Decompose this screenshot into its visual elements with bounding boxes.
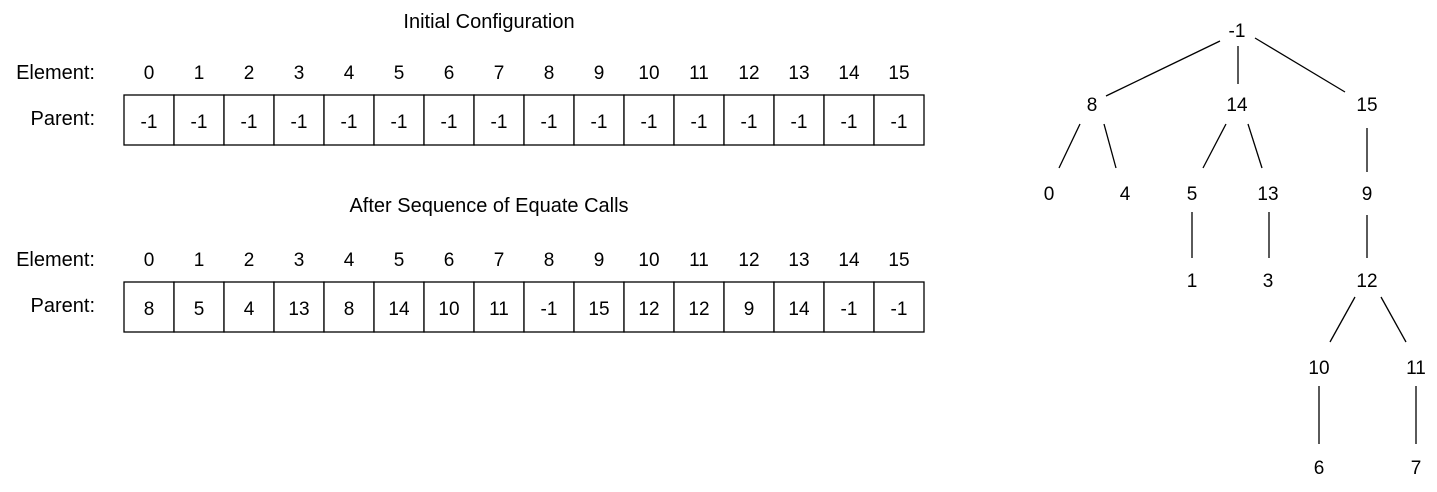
parent-cell: [624, 95, 674, 145]
parent-cell: [174, 95, 224, 145]
parent-cell: [774, 282, 824, 332]
initial-configuration-title: Initial Configuration: [403, 11, 575, 33]
parent-row-label: Parent:: [30, 108, 95, 130]
element-index: 15: [888, 250, 910, 271]
parent-value: -1: [890, 112, 908, 133]
initial-configuration-panel: [16, 11, 924, 145]
element-index: 11: [689, 63, 709, 84]
tree-node: 6: [1313, 458, 1325, 479]
parent-value: 8: [143, 299, 155, 320]
element-index: 11: [689, 250, 709, 271]
parent-value: -1: [690, 112, 708, 133]
tree-node: 12: [1356, 271, 1378, 292]
element-index: 12: [738, 63, 760, 84]
element-index: 2: [243, 250, 255, 271]
parent-value: -1: [490, 112, 508, 133]
parent-value: -1: [190, 112, 208, 133]
element-index: 6: [443, 63, 455, 84]
parent-cell: [724, 282, 774, 332]
parent-value: -1: [540, 299, 558, 320]
parent-value: 5: [193, 299, 205, 320]
parent-value: 11: [489, 299, 509, 320]
parent-cell: [224, 95, 274, 145]
parent-cell: [474, 95, 524, 145]
parent-value: 14: [788, 299, 810, 320]
parent-cell: [274, 282, 324, 332]
tree-edge: [1106, 41, 1220, 96]
tree-node: 4: [1119, 184, 1131, 205]
parent-value: 9: [743, 299, 755, 320]
tree-node: 0: [1043, 184, 1055, 205]
parent-cell: [774, 95, 824, 145]
tree-nodes: [1044, 21, 1426, 479]
element-row-label: Element:: [16, 62, 95, 84]
element-index: 13: [788, 63, 810, 84]
parent-value: 8: [343, 299, 355, 320]
parent-value: 12: [688, 299, 710, 320]
element-index: 7: [493, 250, 505, 271]
parent-cell: [874, 282, 924, 332]
tree-node: 14: [1226, 95, 1248, 116]
tree-edge: [1203, 124, 1226, 168]
parent-cell: [124, 95, 174, 145]
parent-cell: [874, 95, 924, 145]
parent-cell: [524, 95, 574, 145]
element-index: 0: [143, 63, 155, 84]
after-equate-title: After Sequence of Equate Calls: [349, 195, 629, 217]
tree-node: 11: [1406, 358, 1426, 379]
parent-cell: [524, 282, 574, 332]
parent-cell: [274, 95, 324, 145]
element-index: 14: [838, 250, 860, 271]
parent-cell: [374, 282, 424, 332]
parent-value: -1: [590, 112, 608, 133]
tree-node: 10: [1308, 358, 1330, 379]
element-index: 5: [393, 250, 405, 271]
tree-node: 15: [1356, 95, 1378, 116]
parent-cell: [174, 282, 224, 332]
parent-value: 4: [243, 299, 255, 320]
tree-edge: [1248, 124, 1262, 168]
element-row-label: Element:: [16, 249, 95, 271]
parent-value: 14: [388, 299, 410, 320]
element-index: 15: [888, 63, 910, 84]
element-index-row: [144, 63, 910, 84]
element-index: 12: [738, 250, 760, 271]
tree-edge: [1059, 124, 1080, 168]
tree-node: 7: [1410, 458, 1422, 479]
parent-cell: [824, 95, 874, 145]
parent-cell: [824, 282, 874, 332]
parent-cell: [424, 282, 474, 332]
element-index: 8: [543, 250, 555, 271]
parent-cell: [574, 95, 624, 145]
parent-value: -1: [840, 299, 858, 320]
tree-edge: [1104, 124, 1116, 168]
parent-value: -1: [340, 112, 358, 133]
element-index: 1: [193, 63, 205, 84]
parent-cell: [324, 282, 374, 332]
parent-cell: [374, 95, 424, 145]
element-index: 5: [393, 63, 405, 84]
element-index: 14: [838, 63, 860, 84]
parent-value: -1: [640, 112, 658, 133]
element-index: 4: [343, 63, 355, 84]
parent-value: -1: [840, 112, 858, 133]
element-index: 3: [293, 63, 305, 84]
parent-cell: [674, 95, 724, 145]
tree-node: 1: [1186, 271, 1198, 292]
parent-value: 15: [588, 299, 610, 320]
tree-node: 3: [1262, 271, 1274, 292]
parent-value: 12: [638, 299, 660, 320]
element-index: 9: [593, 63, 605, 84]
element-index: 13: [788, 250, 810, 271]
element-index: 1: [193, 250, 205, 271]
element-index: 8: [543, 63, 555, 84]
parent-value: -1: [290, 112, 308, 133]
tree-edge: [1381, 297, 1406, 342]
parent-array: [124, 95, 924, 145]
parent-value: -1: [890, 299, 908, 320]
tree-node: 5: [1186, 184, 1198, 205]
element-index: 7: [493, 63, 505, 84]
element-index: 10: [638, 63, 660, 84]
parent-cell: [624, 282, 674, 332]
parent-value: -1: [240, 112, 258, 133]
parent-value: -1: [140, 112, 158, 133]
element-index-row: [144, 250, 910, 271]
parent-value: -1: [790, 112, 808, 133]
parent-value: -1: [540, 112, 558, 133]
parent-cell: [124, 282, 174, 332]
parent-value: -1: [740, 112, 758, 133]
parent-row-label: Parent:: [30, 295, 95, 317]
element-index: 10: [638, 250, 660, 271]
parent-cell: [574, 282, 624, 332]
after-equate-panel: [16, 195, 924, 332]
element-index: 6: [443, 250, 455, 271]
parent-cell: [474, 282, 524, 332]
parent-array: [124, 282, 924, 332]
parent-cell: [674, 282, 724, 332]
element-index: 2: [243, 63, 255, 84]
forest-tree: [1044, 21, 1426, 479]
parent-value: -1: [440, 112, 458, 133]
tree-node: 8: [1086, 95, 1098, 116]
parent-cell: [224, 282, 274, 332]
tree-node: -1: [1228, 21, 1246, 42]
parent-value: -1: [390, 112, 408, 133]
parent-value: 10: [438, 299, 460, 320]
tree-edge: [1330, 297, 1355, 342]
tree-node: 13: [1257, 184, 1279, 205]
element-index: 4: [343, 250, 355, 271]
parent-cell: [324, 95, 374, 145]
tree-edge: [1255, 38, 1345, 92]
parent-value: 13: [288, 299, 310, 320]
parent-cell: [724, 95, 774, 145]
element-index: 3: [293, 250, 305, 271]
element-index: 0: [143, 250, 155, 271]
tree-node: 9: [1361, 184, 1373, 205]
parent-cell: [424, 95, 474, 145]
element-index: 9: [593, 250, 605, 271]
